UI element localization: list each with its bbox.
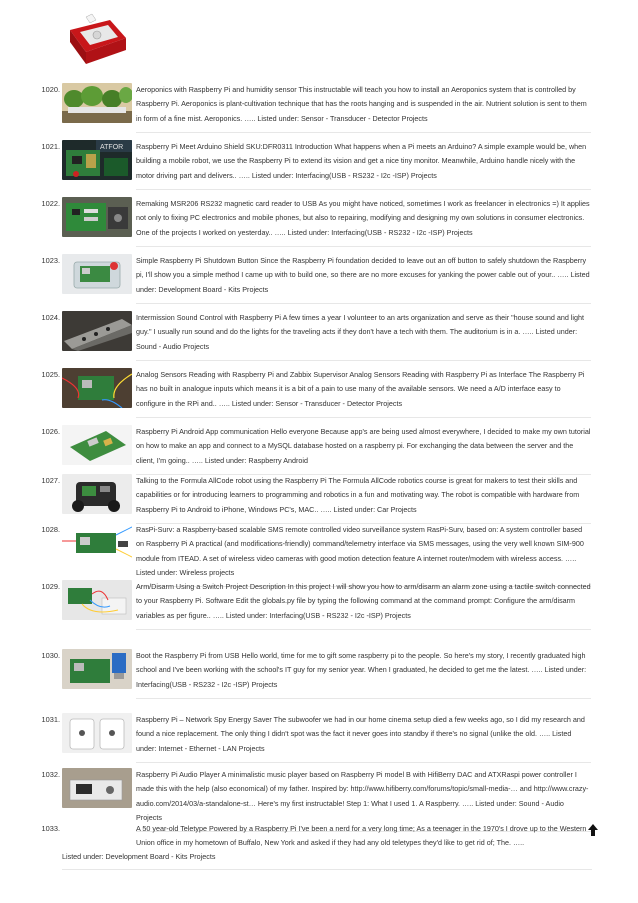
item-number: 1023. (41, 256, 60, 265)
item-number: 1028. (41, 525, 60, 534)
card-reader-thumbnail[interactable] (62, 197, 132, 237)
fire-alarm-thumbnail[interactable] (62, 8, 130, 76)
item-number: 1021. (41, 142, 60, 151)
divider (136, 189, 591, 190)
divider (136, 132, 591, 133)
energy-saver-thumbnail[interactable] (62, 713, 132, 753)
divider (136, 417, 591, 418)
audio-player-thumbnail[interactable] (62, 768, 132, 808)
item-description: Raspberry Pi Audio Player A minimalistic music player based on Raspberry Pi model B with HifiBerry DAC and ATXRaspi power controller I made this with the help (also economical) of my father. Inspired by: http://www.hifiberry.com/forums/topic/small-media-… and http://www.crazy-audio.com/2014/03/a-standalone-st… Here's my first instructable! Step 1: What I used 1. A Raspberry. ….. Listed under: Sound - Audio Projects (136, 770, 589, 823)
item-description: Intermission Sound Control with Raspberry Pi A few times a year I volunteer to an arts organization and serve as their "house sound and light guy." I usually run sound and do the lights for the traveling acts if they don't have a tech with them. The auditorium is in a. ….. Listed under: Sound - Audio Projects (136, 313, 585, 351)
divider (62, 869, 592, 870)
item-description: Boot the Raspberry Pi from USB Hello world, time for me to gift some raspberry pi to the people. So here's my story, I recently graduated high school and I've been working with the school's IT guy for my senior year. When I graduated, he decided to get me the latest. ….. Listed under: Interfacing(USB - RS232 - I2c -ISP) Projects (136, 651, 587, 689)
item-number: 1026. (41, 427, 60, 436)
item-number: 1032. (41, 770, 60, 779)
item-description: Raspberry Pi Android App communication Hello everyone Because app's are being used almost everywhere, I decided to make my own tutorial on how to make an app and connect to a MySQL database hosted on a raspberry pi. For exchanging the data between the server and the client, I'm going.. ….. Listed under: Raspberry Android (136, 427, 591, 465)
sound-control-thumbnail[interactable] (62, 311, 132, 351)
divider (136, 762, 591, 763)
analog-sensors-thumbnail[interactable] (62, 368, 132, 408)
shutdown-button-thumbnail[interactable] (62, 254, 132, 294)
item-number: 1020. (41, 85, 60, 94)
item-number: 1033. (41, 824, 60, 833)
svg-text:ATFOR: ATFOR (100, 144, 124, 151)
pi-arduino-shield-thumbnail[interactable] (62, 140, 132, 180)
item-description: Raspberry Pi – Network Spy Energy Saver The subwoofer we had in our home cinema setup died a few weeks ago, so I did my research and found a nice replacement. The only thing I didn't spot was the fact it never goes into standby if there's no signal (unlike the old. ….. Listed under: Internet - Ethernet - LAN Projects (136, 715, 585, 753)
divider (136, 303, 591, 304)
item-number: 1025. (41, 370, 60, 379)
item-description: A 50 year-old Teletype Powered by a Raspberry Pi I've been a nerd for a very long time; As a teenager in the 1970's I drove up to the Western Union office in my hometown of Buffalo, New York and asked if they had any old teletypes they'd like to get rid of; The. ….. (136, 824, 587, 848)
divider (136, 246, 591, 247)
item-description: Arm/Disarm Using a Switch Project Description In this project I will show you how to arm/disarm an alarm zone using a tactile switch connected to your Raspberry Pi. Software Edit the globals.py file by typing the following command at the command prompt: Configure the arm/disarm variables as per figure.. ….. Listed under: Interfacing(USB - RS232 - I2c -ISP) Projects (136, 582, 591, 620)
item-number: 1030. (41, 651, 60, 660)
item-category: Listed under: Development Board - Kits Projects (62, 852, 216, 861)
aeroponics-thumbnail[interactable] (62, 83, 132, 123)
item-description: Simple Raspberry Pi Shutdown Button Since the Raspberry Pi foundation decided to leave out an off button to safely shutdown the Raspberry pi, I'll show you a simple method I came up with to build one, so there are no more excuses for yanking the power cable out of your.. ….. Listed under: Development Board - Kits Projects (136, 256, 590, 294)
divider (136, 360, 591, 361)
item-description: Talking to the Formula AllCode robot using the Raspberry Pi The Formula AllCode robotics course is great for makers to test their skills and capabilities or for introducing learners to programming and robotics in a fun and motivating way. The robot is compatible with hardware from Raspberry Pi to Android to iPhone, Windows PC's, MAC.. ….. Listed under: Car Projects (136, 476, 580, 514)
android-app-thumbnail[interactable] (62, 425, 132, 465)
item-number: 1031. (41, 715, 60, 724)
item-description: Raspberry Pi Meet Arduino Shield SKU:DFR0311 Introduction What happens when a Pi meets an Arduino? A simple example would be, when building a mobile robot, we use the Raspberry Pi to extend its vision and get a nice tiny monitor. Meanwhile, Arduino handle nicely with the motor driving part and delivers.. ….. Listed under: Interfacing(USB - RS232 - I2c -ISP) Projects (136, 142, 587, 180)
item-description: Analog Sensors Reading with Raspberry Pi and Zabbix Supervisor Analog Sensors Reading with Raspberry Pi as Interface The Raspberry Pi has no built in analogue inputs which means it is a bit of a pain to use many of the available sensors. We need a A/D interface easy to configure in the RPi and.. ….. Listed under: Sensor - Transducer - Detector Projects (136, 370, 585, 408)
arm-disarm-thumbnail[interactable] (62, 580, 132, 620)
item-number: 1024. (41, 313, 60, 322)
divider (136, 629, 591, 630)
item-number: 1027. (41, 476, 60, 485)
usb-boot-thumbnail[interactable] (62, 649, 132, 689)
up-arrow-icon[interactable] (588, 824, 598, 836)
item-description: Aeroponics with Raspberry Pi and humidity sensor This instructable will teach you how to install an Aeroponics system that is controlled by Raspberry Pi. Aeroponics is plant-cultivation technique that has the roots hanging and is suspended in the air. Nutrient solution is sent to them in form of a fine mist. Aeroponics. ….. Listed under: Sensor - Transducer - Detector Projects (136, 85, 587, 123)
item-number: 1022. (41, 199, 60, 208)
divider (136, 698, 591, 699)
item-number: 1029. (41, 582, 60, 591)
raspi-surv-thumbnail[interactable] (62, 523, 132, 563)
allcode-robot-thumbnail[interactable] (62, 474, 132, 514)
item-description: Remaking MSR206 RS232 magnetic card reader to USB As you might have noticed, sometimes I work as freelancer in electronics =) It applies not only to fixing PC electronics and mobile phones, but also to repairing, modifying and designing my own solutions in consumer electronics. One of the projects I worked on yesterday.. ….. Listed under: Interfacing(USB - RS232 - I2c -ISP) Projects (136, 199, 590, 237)
item-description: RasPi-Surv: a Raspberry-based scalable SMS remote controlled video surveillance system RasPi-Surv, based on: A system controller based on Raspberry Pi A practical (and modifications-friendly) command/telemetry interface via SMS messages, using the very well known SIM-900 module from ITEAD. A set of wireless video cameras with good motion detection feature A internet router/modem with wireless access. ….. Listed under: Wireless projects (136, 525, 584, 578)
